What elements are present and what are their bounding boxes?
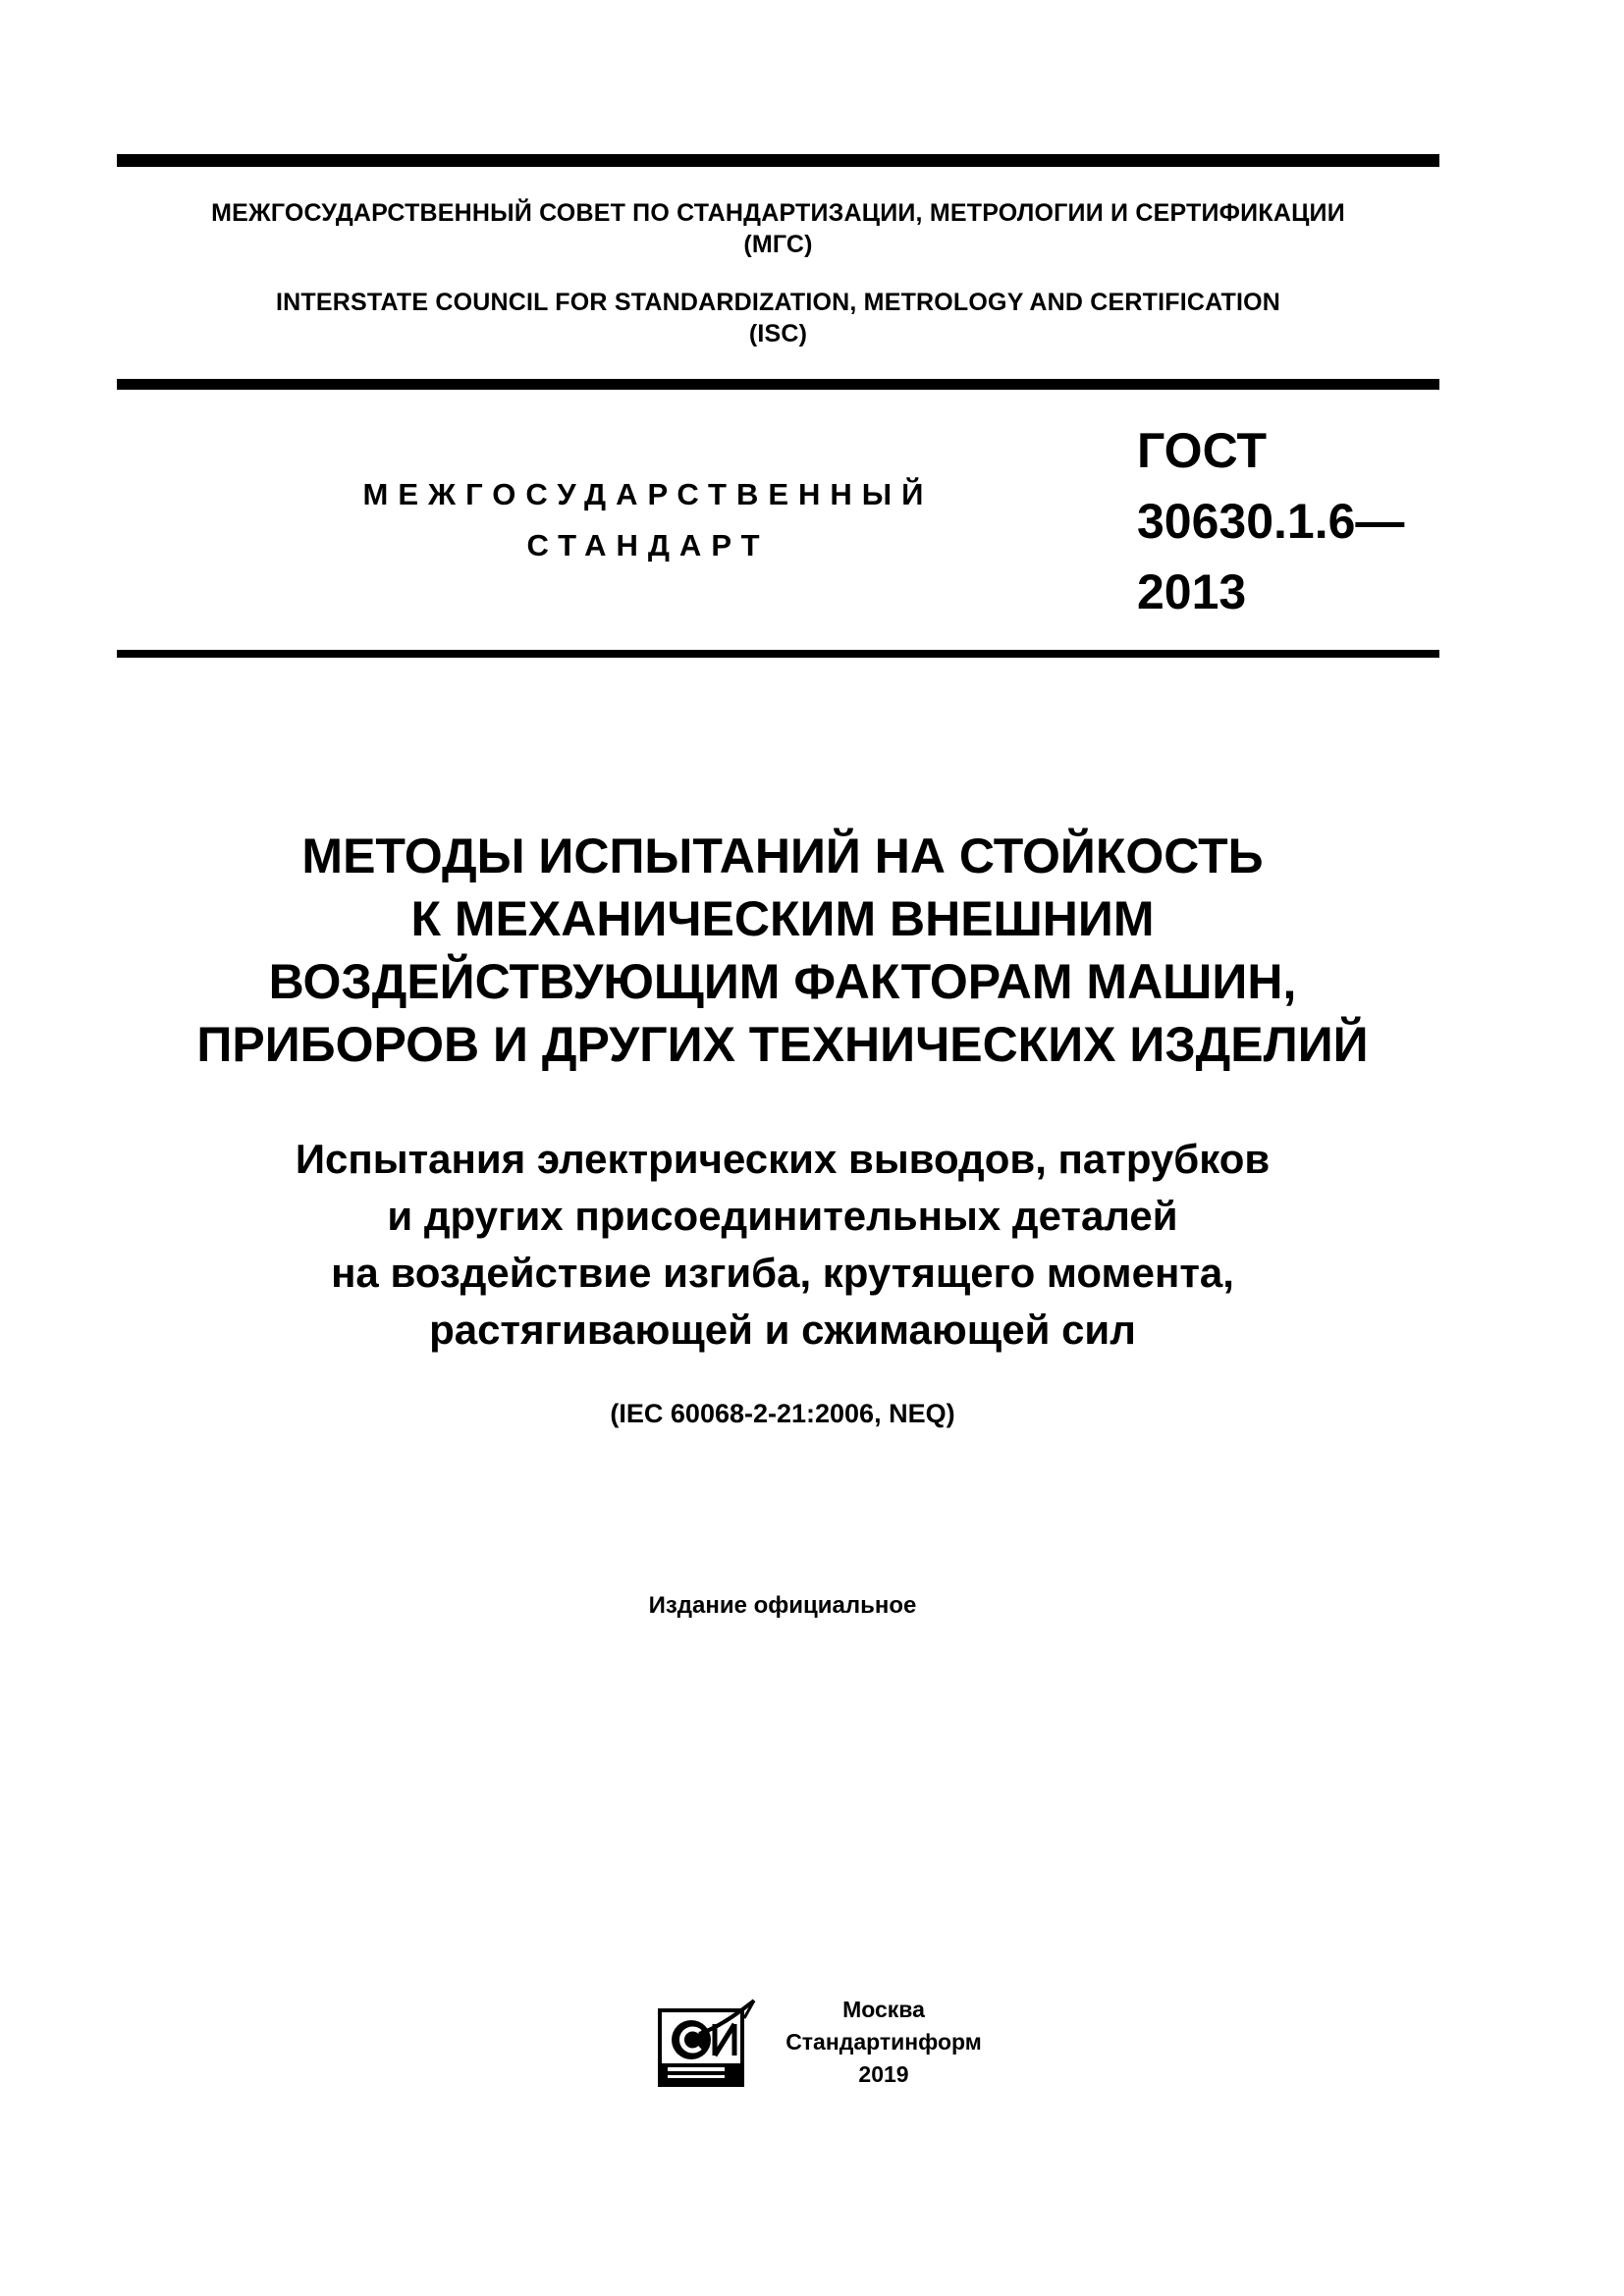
document-title-line: К МЕХАНИЧЕСКИМ ВНЕШНИМ xyxy=(410,891,1155,946)
standard-designation xyxy=(1137,415,1451,627)
document-subtitle-line: растягивающей и сжимающей сил xyxy=(429,1307,1136,1353)
document-title-line: ПРИБОРОВ И ДРУГИХ ТЕХНИЧЕСКИХ ИЗДЕЛИЙ xyxy=(196,1017,1369,1072)
council-abbr-en: (ISC) xyxy=(748,320,808,347)
imprint-city: Москва xyxy=(842,1997,925,2022)
council-name-en-line: INTERSTATE COUNCIL FOR STANDARDIZATION, METROLOGY AND CERTIFICATION xyxy=(275,289,1281,316)
standard-kind-line: СТАНДАРТ xyxy=(526,528,770,562)
imprint-publisher: Стандартинформ xyxy=(785,2029,982,2055)
publisher-imprint xyxy=(766,1994,1001,2091)
standard-kind-line: МЕЖГОСУДАРСТВЕННЫЙ xyxy=(362,477,934,511)
council-name-ru-line: МЕЖГОСУДАРСТВЕННЫЙ СОВЕТ ПО СТАНДАРТИЗАЦИИ, МЕТРОЛОГИИ И СЕРТИФИКАЦИИ xyxy=(211,199,1345,227)
document-subtitle-line: на воздействие изгиба, крутящего момента, xyxy=(331,1250,1234,1296)
top-rule xyxy=(117,154,1439,167)
document-subtitle-line: и других присоединительных деталей xyxy=(387,1193,1178,1239)
council-abbr-ru: (МГС) xyxy=(743,231,813,258)
international-standard-reference: (IEC 60068-2-21:2006, NEQ) xyxy=(610,1399,955,1428)
document-title-line: ВОЗДЕЙСТВУЮЩИМ ФАКТОРАМ МАШИН, xyxy=(268,954,1297,1009)
official-edition-label: Издание официальное xyxy=(648,1592,917,1619)
document-subtitle xyxy=(98,1131,1467,1359)
document-title-line: МЕТОДЫ ИСПЫТАНИЙ НА СТОЙКОСТЬ xyxy=(301,828,1264,883)
standartinform-logo-icon xyxy=(656,1999,758,2089)
imprint-year: 2019 xyxy=(858,2061,909,2087)
document-subtitle-line: Испытания электрических выводов, патрубков xyxy=(295,1136,1271,1182)
header-divider-rule xyxy=(117,379,1439,390)
designation-year: 2013 xyxy=(1137,564,1247,619)
designation-divider-rule xyxy=(117,650,1439,658)
council-name-en xyxy=(117,287,1439,349)
document-title xyxy=(98,825,1467,1076)
council-name-ru xyxy=(117,197,1439,260)
designation-number: 30630.1.6— xyxy=(1137,494,1405,549)
designation-prefix: ГОСТ xyxy=(1137,423,1267,478)
standard-kind xyxy=(295,469,1001,571)
